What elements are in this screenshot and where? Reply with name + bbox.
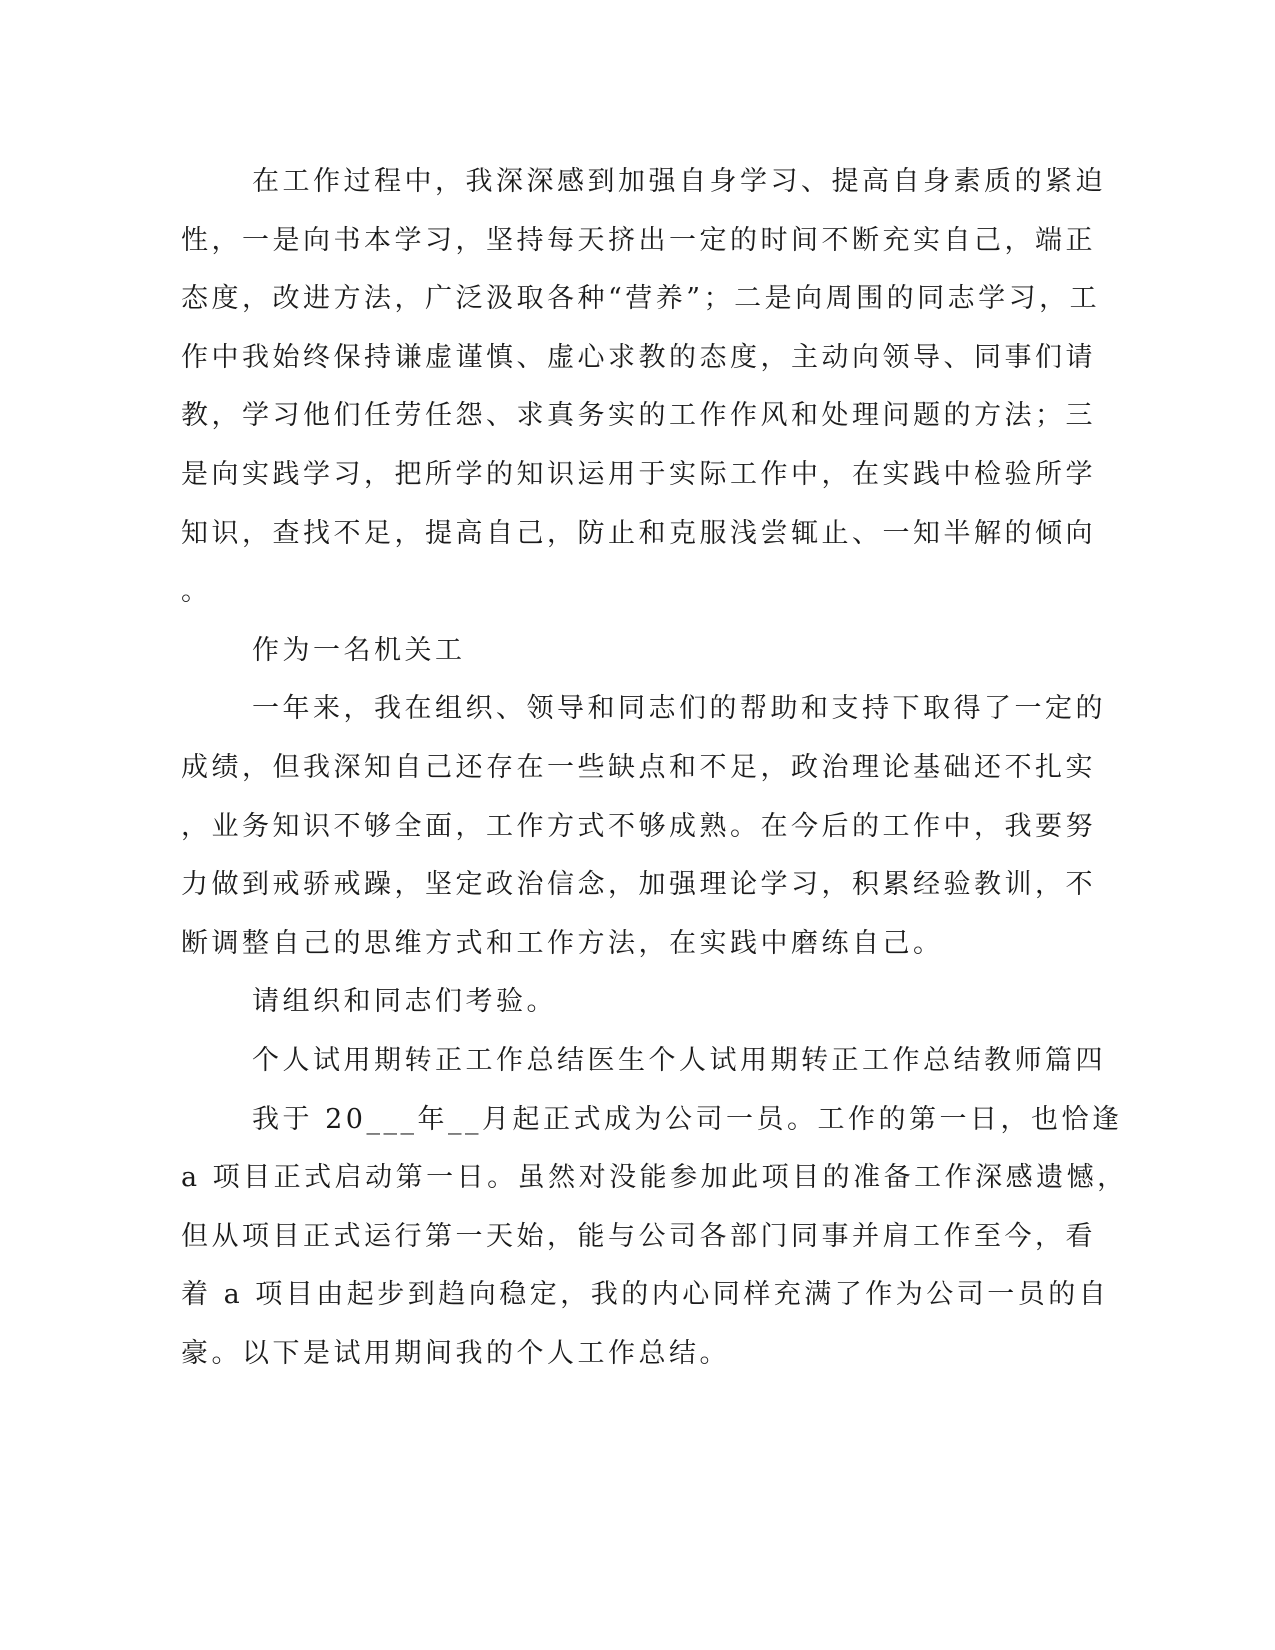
text-line: a 项目正式启动第一日。虽然对没能参加此项目的准备工作深感遗憾， [181, 1162, 1128, 1194]
text-line: 态度，改进方法，广泛汲取各种“营养”；二是向周围的同志学习，工 [181, 283, 1101, 315]
text-line: 豪。以下是试用期间我的个人工作总结。 [181, 1337, 730, 1369]
text-line: 成绩，但我深知自己还存在一些缺点和不足，政治理论基础还不扎实 [181, 751, 1096, 783]
text-line: 教，学习他们任劳任怨、求真务实的工作作风和处理问题的方法；三 [181, 400, 1096, 432]
paragraph-role [181, 622, 1031, 681]
text-line: 性，一是向书本学习，坚持每天挤出一定的时间不断充实自己，端正 [181, 224, 1096, 256]
text-line: 作中我始终保持谦虚谨慎、虚心求教的态度，主动向领导、同事们请 [181, 341, 1096, 373]
text-line: 断调整自己的思维方式和工作方法，在实践中磨练自己。 [181, 927, 944, 959]
text-line: 。 [181, 576, 212, 608]
section-heading [181, 1032, 1106, 1091]
text-line: 一年来，我在组织、领导和同志们的帮助和支持下取得了一定的 [252, 693, 1106, 725]
text-line: 作为一名机关工 [252, 634, 466, 666]
text-line: 请组织和同志们考验。 [252, 986, 557, 1018]
section-title: 个人试用期转正工作总结医生个人试用期转正工作总结教师篇四 [252, 1044, 1106, 1076]
text-line: 力做到戒骄戒躁，坚定政治信念，加强理论学习，积累经验教训，不 [181, 869, 1096, 901]
paragraph-year-review [181, 680, 1106, 973]
text-line: 在工作过程中，我深深感到加强自身学习、提高自身素质的紧迫 [252, 166, 1106, 197]
text-line: 着 a 项目由起步到趋向稳定，我的内心同样充满了作为公司一员的自 [181, 1279, 1110, 1311]
paragraph-closing [181, 973, 1031, 1032]
document-body [181, 153, 1128, 1383]
text-line: ，业务知识不够全面，工作方式不够成熟。在今后的工作中，我要努 [181, 810, 1096, 842]
text-line: 知识，查找不足，提高自己，防止和克服浅尝辄止、一知半解的倾向 [181, 517, 1096, 549]
paragraph-study [181, 153, 1106, 622]
paragraph-introduction [181, 1091, 1128, 1384]
text-line: 但从项目正式运行第一天始，能与公司各部门同事并肩工作至今，看 [181, 1220, 1096, 1252]
text-line: 是向实践学习，把所学的知识运用于实际工作中，在实践中检验所学 [181, 458, 1096, 490]
text-line: 我于 20___年__月起正式成为公司一员。工作的第一日，也恰逢 [252, 1103, 1123, 1135]
